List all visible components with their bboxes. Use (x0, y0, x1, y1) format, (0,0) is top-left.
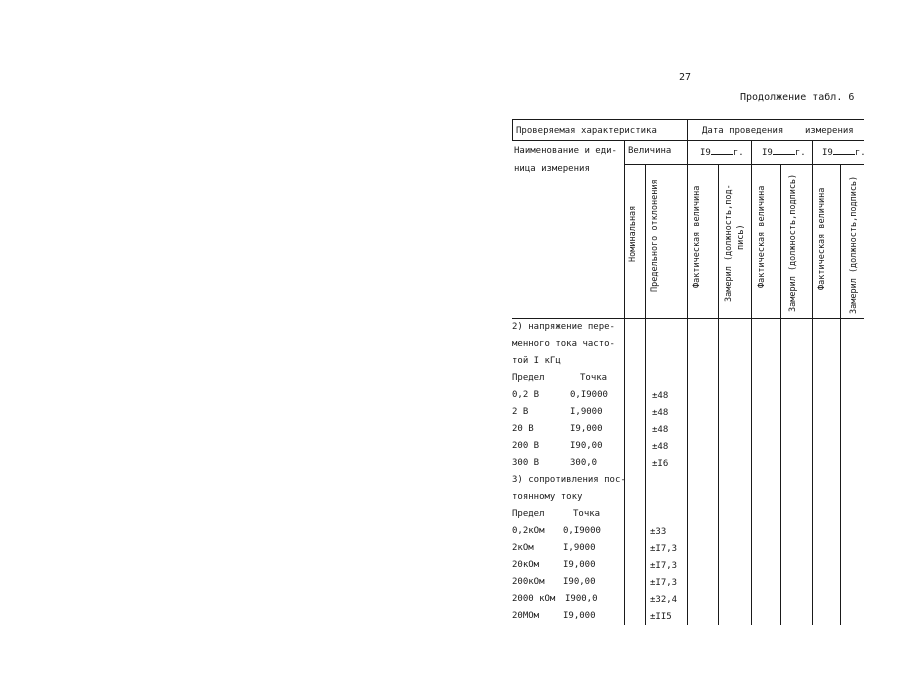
row-point: I,9000 (570, 407, 603, 417)
col-divider-date1 (751, 140, 752, 625)
col-header-measured-1-line2: пись) (736, 224, 746, 250)
year-prefix: I9 (700, 148, 711, 158)
row-point: 0,I9000 (570, 390, 608, 400)
section-3-limit-label: Предел (512, 509, 545, 519)
header-name-unit-line2: ница измерения (514, 164, 590, 174)
row-limit: 200 В (512, 441, 540, 451)
col-header-measured-3: Замерил (должность,подпись) (849, 175, 859, 314)
row-limit: 20МОм (512, 611, 540, 621)
section-3-title-line2: тоянному току (512, 492, 583, 502)
col-divider-m1 (718, 164, 719, 625)
row-deviation: ±32,4 (650, 595, 678, 605)
col-header-limit-deviation: Предельного отклонения (650, 179, 660, 292)
row-limit: 300 В (512, 458, 540, 468)
row-limit: 2 В (512, 407, 529, 417)
row-point: I90,00 (570, 441, 603, 451)
section-2-point-label: Точка (580, 373, 608, 383)
col-header-measured-1-line1: Замерил (должность,под- (724, 184, 734, 302)
row-deviation: ±48 (652, 408, 669, 418)
row-limit: 2кОм (512, 543, 534, 553)
section-2-title-line2: менного тока часто- (512, 339, 615, 349)
row-point: I9,000 (570, 424, 603, 434)
row-deviation: ±I7,3 (650, 544, 678, 554)
header-date: Дата проведения измерения (702, 126, 854, 136)
year-prefix: I9 (822, 148, 833, 158)
row-limit: 2000 кОм (512, 594, 556, 604)
col-divider-nominal (645, 164, 646, 625)
row-point: I90,00 (563, 577, 596, 587)
section-3-point-label: Точка (573, 509, 601, 519)
section-2-limit-label: Предел (512, 373, 545, 383)
header-value: Величина (628, 146, 672, 156)
row-deviation: ±48 (652, 442, 669, 452)
row-limit: 0,2 В (512, 390, 540, 400)
row-point: 300,0 (570, 458, 598, 468)
row-point: 0,I9000 (563, 526, 601, 536)
year-cell-2 (762, 146, 806, 158)
year-suffix: г. (854, 148, 866, 158)
year-cell-3 (822, 146, 866, 158)
row-limit: 20 В (512, 424, 534, 434)
section-3-title-line1: 3) сопротивления пос- (512, 475, 626, 485)
row-point: I,9000 (563, 543, 596, 553)
row-deviation: ±II5 (650, 612, 672, 622)
col-header-actual-3: Фактическая величина (817, 187, 827, 290)
year-suffix: г. (794, 148, 806, 158)
row-deviation: ±33 (650, 527, 667, 537)
col-header-measured-2: Замерил (должность,подпись) (788, 173, 798, 312)
col-divider-m3 (840, 164, 841, 625)
row-point: I9,000 (563, 611, 596, 621)
table-left-border (512, 119, 513, 141)
col-header-actual-1: Фактическая величина (692, 185, 702, 288)
row-limit: 200кОм (512, 577, 545, 587)
row-deviation: ±I7,3 (650, 561, 678, 571)
table-top-border (512, 119, 864, 120)
row-deviation: ±I6 (652, 459, 669, 469)
year-suffix: г. (732, 148, 744, 158)
year-prefix: I9 (762, 148, 773, 158)
header-divider-2 (624, 164, 864, 165)
row-deviation: ±I7,3 (650, 578, 678, 588)
row-deviation: ±48 (652, 391, 669, 401)
header-characteristic: Проверяемая характеристика (516, 126, 657, 136)
col-divider-name (624, 140, 625, 625)
row-limit: 20кОм (512, 560, 540, 570)
col-divider-characteristic (687, 119, 688, 625)
row-point: I900,0 (565, 594, 598, 604)
year-cell-1 (700, 146, 744, 158)
table-continuation-label: Продолжение табл. 6 (740, 92, 855, 103)
header-name-unit-line1: Наименование и еди- (514, 146, 617, 156)
col-divider-date2 (812, 140, 813, 625)
section-2-title-line3: той I кГц (512, 356, 561, 366)
row-deviation: ±48 (652, 425, 669, 435)
col-header-nominal: Номинальная (628, 205, 638, 262)
col-header-actual-2: Фактическая величина (757, 185, 767, 288)
row-point: I9,000 (563, 560, 596, 570)
row-limit: 0,2кОм (512, 526, 545, 536)
section-2-title-line1: 2) напряжение пере- (512, 322, 615, 332)
page-number: 27 (679, 72, 692, 83)
col-divider-m2 (780, 164, 781, 625)
